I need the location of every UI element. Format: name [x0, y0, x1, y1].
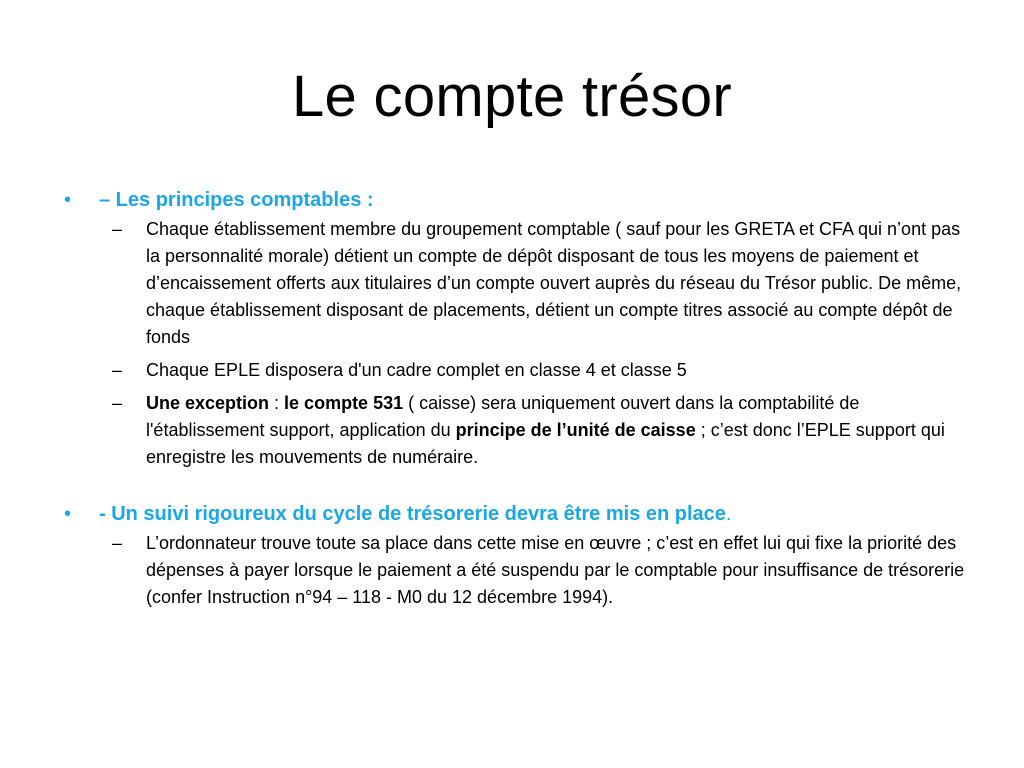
bullet-dot-icon: • — [64, 503, 72, 525]
sub-item — [64, 530, 969, 611]
paragraph-text: ; c’est donc l’EPLE support qui enregistre les mouvements de numéraire. — [146, 420, 945, 467]
paragraph-text: ( caisse) sera uniquement ouvert dans la comptabilité de l'établissement support, application du — [146, 393, 860, 440]
sub-item — [64, 390, 969, 471]
bullet-dot-icon: • — [64, 189, 72, 211]
bullet-heading — [64, 500, 969, 528]
section-suivi-tresorerie — [64, 500, 969, 611]
paragraph-text: : — [269, 393, 285, 413]
dash-marker: – — [112, 360, 123, 380]
paragraph-text: Chaque établissement membre du groupement comptable ( sauf pour les GRETA et CFA qui n’ont pas la personnalité morale) détient un compte de dépôt disposant de tous les moyens de paiement et d’encaissement offerts aux titulaires d’un compte ouvert auprès du réseau du Trésor public. De même, chaque établissement disposant de placements, détient un compte titres associé au compte dépôt de fonds — [146, 219, 962, 347]
sub-list — [64, 216, 969, 471]
sub-item — [64, 216, 969, 351]
section-heading: - Un suivi rigoureux du cycle de trésorerie devra être mis en place — [99, 503, 726, 525]
section-principes-comptables — [64, 186, 969, 471]
sub-list — [64, 530, 969, 611]
bold-text: le compte 531 — [284, 393, 404, 413]
slide-content — [64, 186, 969, 611]
dash-marker: – — [112, 393, 123, 413]
bold-text: Une exception — [146, 393, 270, 413]
section-heading-suffix: . — [725, 503, 732, 525]
dash-marker: – — [112, 219, 123, 239]
bold-text: principe de l’unité de caisse — [455, 420, 696, 440]
section-heading: – Les principes comptables : — [99, 189, 374, 211]
paragraph-text: L’ordonnateur trouve toute sa place dans cette mise en œuvre ; c’est en effet lui qui fixe la priorité des dépenses à payer lorsque le paiement a été suspendu par le comptable pour insuffisance de trésorerie (confer Instruction n°94 – 118 - M0 du 12 décembre 1994). — [146, 533, 965, 607]
sub-item — [64, 357, 969, 384]
paragraph-text: Chaque EPLE disposera d'un cadre complet en classe 4 et classe 5 — [146, 360, 687, 380]
dash-marker: – — [112, 533, 123, 553]
slide-title: Le compte trésor — [292, 64, 732, 129]
bullet-heading — [64, 186, 969, 214]
